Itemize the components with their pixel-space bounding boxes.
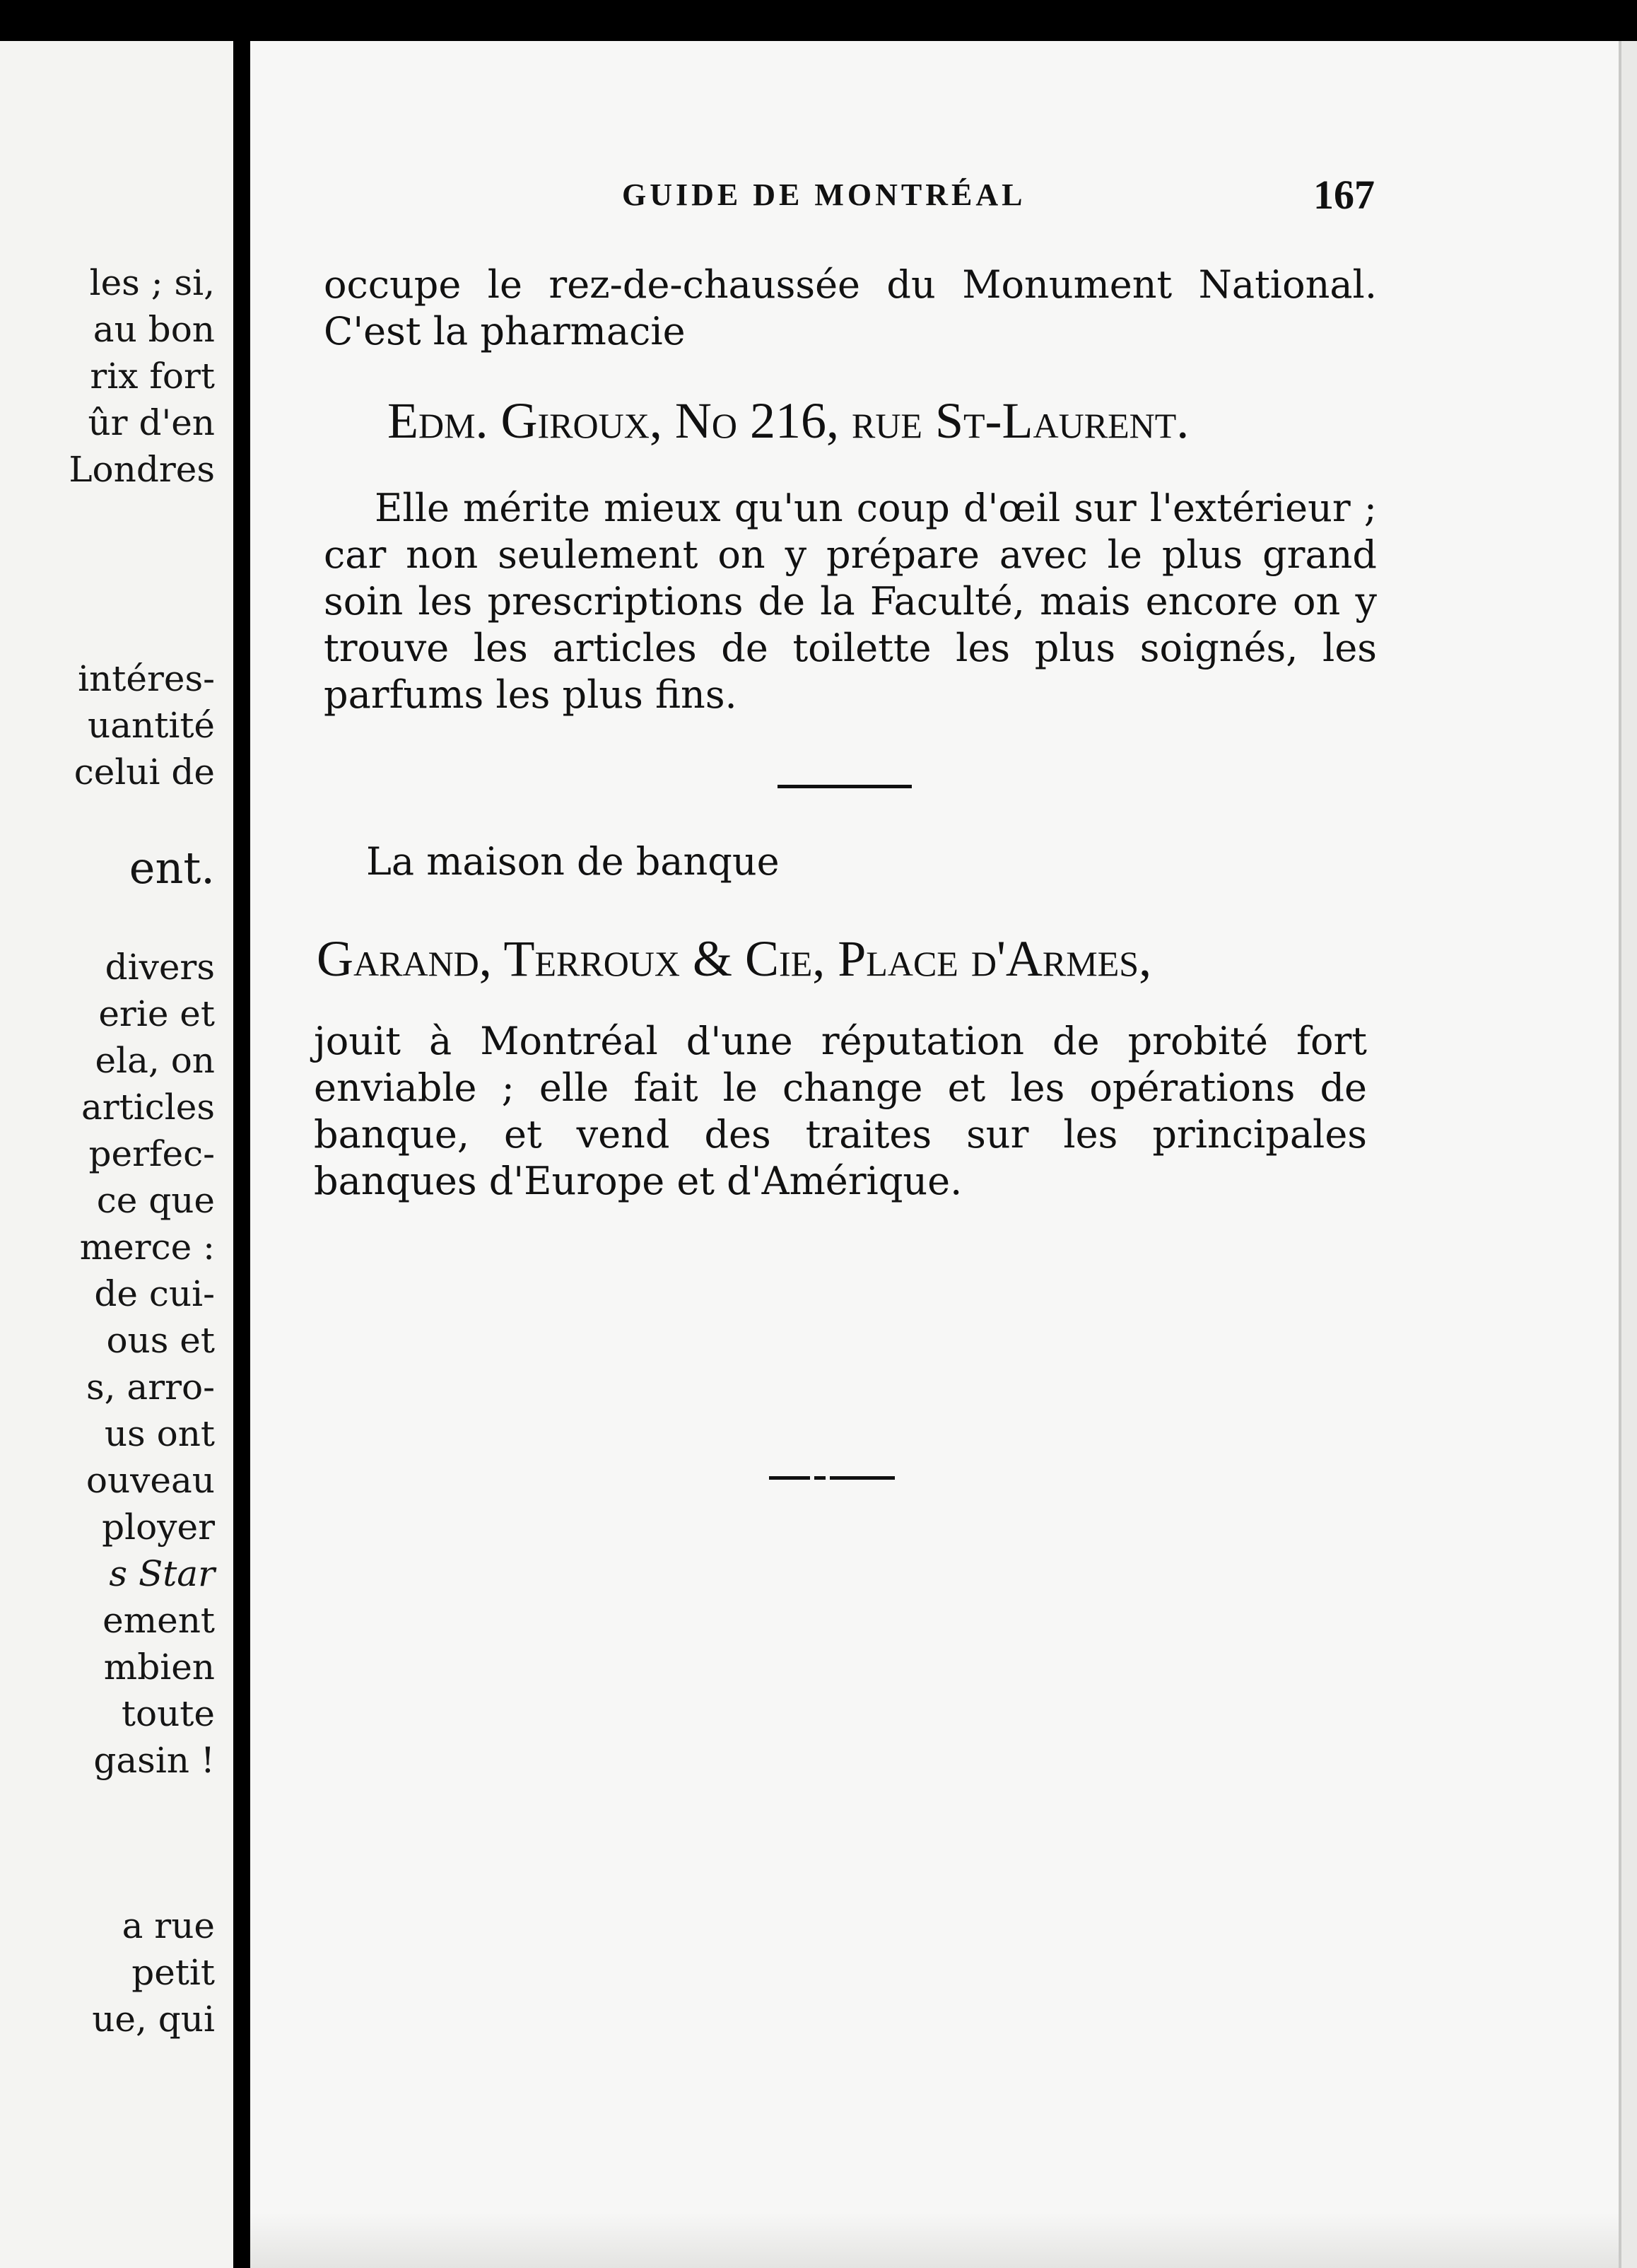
left-page-line: ous et bbox=[106, 1320, 215, 1361]
scan-top-border bbox=[0, 0, 1637, 41]
left-page-line: au bon bbox=[93, 309, 215, 350]
left-page-line: celui de bbox=[74, 752, 215, 793]
page-edge bbox=[1619, 41, 1637, 2268]
page-number: 167 bbox=[1313, 172, 1375, 218]
left-page-line: les ; si, bbox=[89, 262, 215, 303]
running-head: GUIDE DE MONTRÉAL bbox=[622, 177, 1026, 212]
left-page-line: mbien bbox=[103, 1647, 215, 1688]
bank-heading: Garand, Terroux & Cie, Place d'Armes, bbox=[317, 930, 1152, 987]
left-page-line: uantité bbox=[88, 705, 215, 746]
left-page-line: ce que bbox=[96, 1180, 215, 1221]
pharmacy-paragraph: Elle mérite mieux qu'un coup d'œil sur l'extérieur ; car non seulement on y prépare avec le plus grand soin les prescriptions de la Faculté, mais encore on y trouve les articles de toilette les plus soignés, les parfums les plus fins. bbox=[324, 486, 1377, 717]
left-page-line: a rue bbox=[122, 1905, 215, 1946]
previous-page-fragment bbox=[0, 41, 233, 2268]
bank-paragraph: jouit à Montréal d'une réputation de probité fort enviable ; elle fait le change et les opérations de banque, et vend des traites sur les principales banques d'Europe et d'Amérique. bbox=[314, 1019, 1367, 1203]
intro-paragraph: occupe le rez-de-chaussée du Monument National. C'est la pharmacie bbox=[324, 262, 1377, 353]
section-divider bbox=[778, 785, 912, 788]
end-ornament-dot bbox=[814, 1476, 826, 1480]
end-ornament-left bbox=[769, 1476, 810, 1480]
left-page-line: Londres bbox=[69, 449, 215, 490]
left-page-line: us ont bbox=[104, 1413, 215, 1454]
book-gutter bbox=[233, 41, 250, 2268]
left-page-line: de cui- bbox=[94, 1273, 215, 1314]
left-page-line: erie et bbox=[98, 993, 215, 1034]
left-page-line: ue, qui bbox=[92, 1999, 215, 2040]
left-page-line: rix fort bbox=[90, 356, 215, 397]
left-page-line: perfec- bbox=[88, 1133, 215, 1174]
left-page-line: toute bbox=[121, 1693, 215, 1734]
left-page-line: articles bbox=[81, 1087, 215, 1128]
left-page-line: ent. bbox=[129, 842, 215, 894]
page-bottom-shadow bbox=[250, 2213, 1619, 2268]
left-page-line: divers bbox=[105, 947, 215, 988]
end-ornament-right bbox=[830, 1476, 895, 1480]
left-page-line: s Star bbox=[109, 1553, 215, 1594]
left-page-line: ployer bbox=[102, 1507, 215, 1548]
bank-intro: La maison de banque bbox=[366, 839, 780, 884]
left-page-line: ela, on bbox=[95, 1040, 215, 1081]
left-page-line: ouveau bbox=[86, 1460, 215, 1501]
left-page-line: petit bbox=[131, 1952, 215, 1993]
pharmacy-heading: Edm. Giroux, No 216, rue St-Laurent. bbox=[387, 392, 1190, 449]
left-page-line: s, arro- bbox=[86, 1367, 215, 1408]
left-page-line: ûr d'en bbox=[88, 402, 215, 443]
left-page-line: intéres- bbox=[78, 658, 215, 699]
left-page-line: merce : bbox=[79, 1227, 215, 1268]
left-page-line: ement bbox=[102, 1600, 215, 1641]
left-page-line: gasin ! bbox=[93, 1740, 215, 1781]
